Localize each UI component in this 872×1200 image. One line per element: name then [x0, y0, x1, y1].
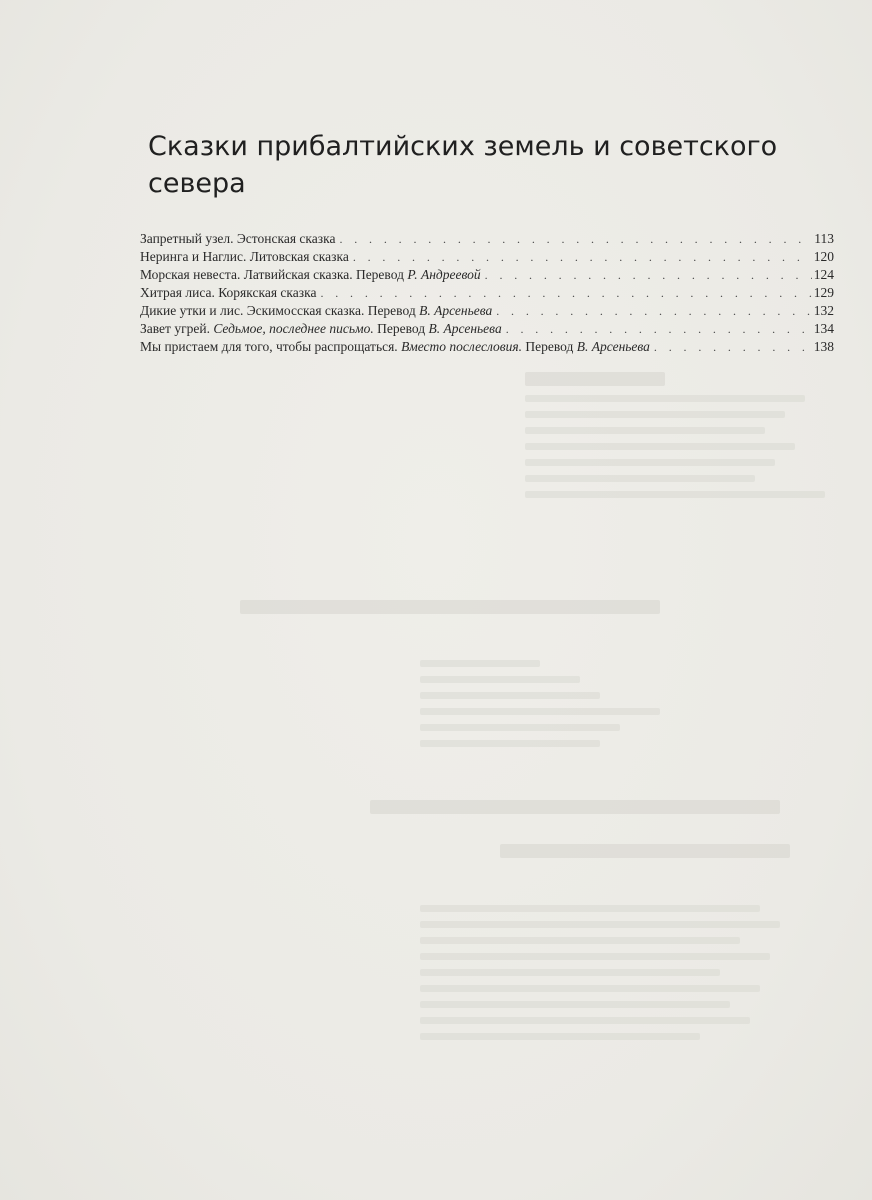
toc-page-number: 113	[814, 231, 834, 246]
show-through-block-5	[420, 905, 780, 1049]
toc-entry-title	[140, 266, 481, 284]
toc-leader-dots	[353, 248, 812, 266]
toc-page-number: 134	[813, 321, 834, 336]
toc-entry-title	[140, 248, 349, 266]
toc-entry-italic-part: Вместо послесловия.	[401, 339, 523, 354]
toc-leader-dots	[654, 338, 812, 356]
toc-leader-dots	[485, 266, 812, 284]
toc-entry	[140, 320, 834, 338]
toc-entry	[140, 284, 834, 302]
toc-page-number: 120	[813, 249, 834, 264]
toc-entry-text-part: Перевод	[373, 321, 429, 336]
toc-entry	[140, 266, 834, 284]
toc-leader-dots	[339, 230, 812, 248]
toc-entry-title	[140, 338, 650, 356]
toc-entry-text-part: Перевод	[522, 339, 577, 354]
toc-leader-dots	[496, 302, 812, 320]
toc-entry-text-part: Запретный узел. Эстонская сказка	[140, 231, 336, 246]
table-of-contents	[140, 230, 834, 356]
toc-entry-italic-part: В. Арсеньева	[576, 339, 650, 354]
toc-page-number: 138	[813, 339, 834, 354]
show-through-block-3	[420, 660, 700, 756]
toc-page-number: 124	[813, 267, 834, 282]
toc-entry-text-part: Морская невеста. Латвийская сказка. Перевод	[140, 267, 408, 282]
toc-entry-text-part: Хитрая лиса. Корякская сказка	[140, 285, 317, 300]
toc-entry	[140, 338, 834, 356]
toc-entry-text-part: Мы пристаем для того, чтобы распрощаться.	[140, 339, 402, 354]
toc-page-number: 129	[813, 285, 834, 300]
show-through-block-2	[240, 600, 660, 655]
toc-entry-italic-part: Р. Андреевой	[407, 267, 481, 282]
toc-entry	[140, 302, 834, 320]
toc-entry-italic-part: Седьмое, последнее письмо.	[213, 321, 374, 336]
show-through-block-1	[525, 372, 825, 523]
toc-entry-text-part: Завет угрей.	[140, 321, 214, 336]
toc-entry	[140, 248, 834, 266]
toc-leader-dots	[320, 284, 811, 302]
toc-leader-dots	[506, 320, 812, 338]
toc-page-number: 132	[813, 303, 834, 318]
toc-entry-text-part: Неринга и Наглис. Литовская сказка	[140, 249, 349, 264]
toc-entry-italic-part: В. Арсеньева	[428, 321, 502, 336]
toc-entry-title	[140, 230, 335, 248]
toc-entry-title	[140, 284, 316, 302]
toc-entry-text-part: Дикие утки и лис. Эскимосская сказка. Перевод	[140, 303, 420, 318]
toc-entry-title	[140, 320, 502, 338]
toc-entry-italic-part: В. Арсеньева	[419, 303, 493, 318]
section-title: Сказки прибалтийских земель и советского севера	[148, 131, 778, 199]
show-through-block-4	[370, 800, 790, 867]
toc-entry-title	[140, 302, 492, 320]
toc-entry	[140, 230, 834, 248]
